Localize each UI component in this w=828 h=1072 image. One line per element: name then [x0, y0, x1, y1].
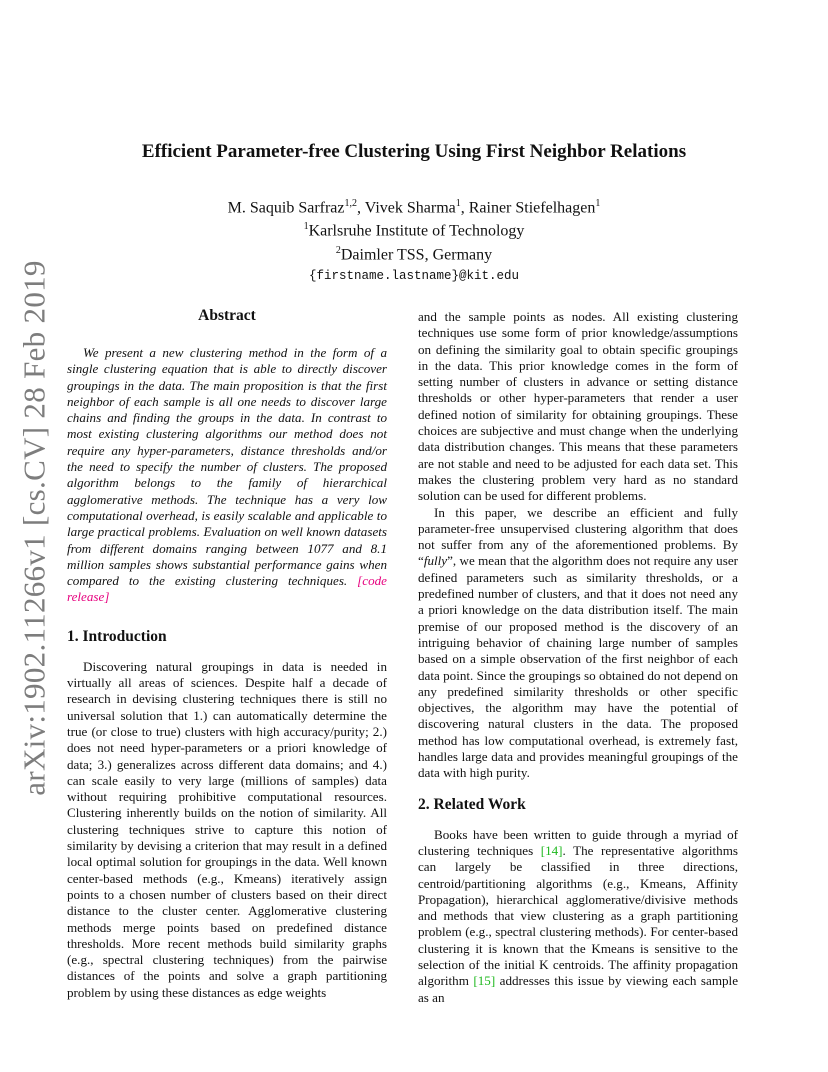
introduction-heading: 1. Introduction: [67, 627, 167, 645]
affiliation-mark: 1: [303, 221, 309, 233]
citation-link[interactable]: [14]: [540, 842, 563, 858]
introduction-paragraph-2: [418, 505, 738, 782]
paragraph-text: In this paper, we describe an efficient and fully parameter-free unsupervised clustering algorithm that does not suffer from any of the aforementioned problems. By “: [418, 504, 738, 569]
arxiv-identifier: arXiv:1902.11266v1 [cs.CV] 28 Feb 2019: [17, 260, 53, 796]
author-separator: ,: [460, 199, 469, 217]
affiliation-name: Daimler TSS, Germany: [340, 245, 493, 263]
author-name: M. Saquib Sarfraz: [227, 199, 345, 217]
author-block: [0, 194, 828, 286]
author-affiliation-mark: 1: [595, 198, 601, 209]
author-affiliation-mark: 1: [455, 198, 461, 209]
affiliation-line: [0, 217, 828, 240]
paragraph-text: addresses this issue by viewing each sample as an: [418, 973, 739, 1005]
introduction-paragraph: Discovering natural groupings in data is needed in virtually all areas of sciences. Despite half a decade of research in devising clustering techniques there is still no universal solution that 1.) can automatically determine the true (or close to true) clusters with high accuracy/purity; 2.) does not need hyper-parameters or a priori knowledge of data; 3.) generalizes across different data domains; and 4.) can scale easily to very large (millions of samples) data without requiring prohibitive computational resources. Clustering inherently builds on the notion of similarity. All clustering techniques strive to capture this notion of similarity by devising a criterion that may result in a defined local optimal solution for groupings in the data. Well known center-based methods (e.g., Kmeans) iteratively assign points to a chosen number of clusters based on their direct distance to the cluster center. Agglomerative clustering methods merge points based on predefined distance thresholds. More recent methods build similarity graphs (e.g., spectral clustering techniques) from the pairwise distances of the points and solve a graph partitioning problem by using these distances as edge weights: [67, 658, 387, 1000]
paper-title: Efficient Parameter-free Clustering Using First Neighbor Relations: [141, 141, 687, 162]
author-name: Rainer Stiefelhagen: [468, 199, 596, 217]
paragraph-text: ”, we mean that the algorithm does not require any user defined parameters such as similarity thresholds, or a predefined number of clusters, and that it does not need any a priori knowledge on the data distribution itself. The main premise of our proposed method is the discovery of an intriguing behavior of chaining large number of samples based on a simple observation of the first neighbor of each data point. Since the groupings so obtained do not depend on any predefined similarity thresholds or other specific objectives, the algorithm may have the potential of discovering natural clusters in the data. The proposed method has low computational overhead, is extremely fast, handles large data and provides meaningful groupings of the data with high purity.: [418, 553, 738, 781]
abstract-body: [67, 345, 387, 606]
related-work-heading: 2. Related Work: [418, 795, 526, 813]
abstract-heading: Abstract: [198, 307, 256, 324]
author-name: Vivek Sharma: [364, 199, 456, 217]
citation-link[interactable]: [15]: [473, 973, 496, 989]
author-separator: ,: [357, 199, 365, 217]
left-column: [67, 307, 387, 1001]
paragraph-text: . The representative algorithms can largely be classified in three directions, centroid/partitioning algorithms (e.g., Kmeans, Affinity Propagation), hierarchical agglomerative/divisive methods and methods that view clustering as a graph partitioning problem (e.g., spectral clustering methods). For center-based clustering it is known that the Kmeans is sensitive to the selection of the initial K centroids. The affinity propagation algorithm: [418, 842, 738, 989]
right-column: [418, 309, 738, 1006]
code-release-link[interactable]: [code release]: [67, 573, 387, 605]
abstract-text: We present a new clustering method in the form of a single clustering equation that is able to directly discover groupings in the data. The main proposition is that the first neighbor of each sample is all one needs to discover large chains and finding the groups in the data. In contrast to most existing clustering algorithms our method does not require any hyper-parameters, distance thresholds and/or the need to specify the number of clusters. The proposed algorithm belongs to the family of hierarchical agglomerative methods. The technique has a very low computational overhead, is easily scalable and applicable to large practical problems. Evaluation on well known datasets from different domains ranging between 1077 and 8.1 million samples shows substantial performance gains when compared to the existing clustering techniques.: [67, 345, 387, 589]
emphasized-word: fully: [423, 553, 448, 569]
author-email: {firstname.lastname}@kit.edu: [308, 268, 520, 283]
introduction-paragraph-continued: and the sample points as nodes. All existing clustering techniques use some form of prior knowledge/assumptions on defining the similarity goal to obtain specific groupings in the data. This prior knowledge comes in the form of setting number of clusters in advance or setting distance thresholds or other hyper-parameters that render a user defined notion of similarity for obtaining groupings. These choices are subjective and must change when the underlying data distribution changes. This means that these parameters are not stable and need to be adjusted for each data set. This makes the clustering problem very hard as no standard solution can be used for different problems.: [418, 309, 738, 504]
author-affiliation-mark: 1,2: [344, 198, 357, 209]
arxiv-sidebar-stamp: [12, 260, 58, 796]
affiliation-mark: 2: [335, 244, 341, 256]
paragraph-text: Books have been written to guide through a myriad of clustering techniques: [418, 826, 738, 858]
related-work-paragraph: [418, 827, 738, 1006]
affiliation-name: Karlsruhe Institute of Technology: [308, 222, 525, 240]
affiliation-line: [0, 241, 828, 264]
